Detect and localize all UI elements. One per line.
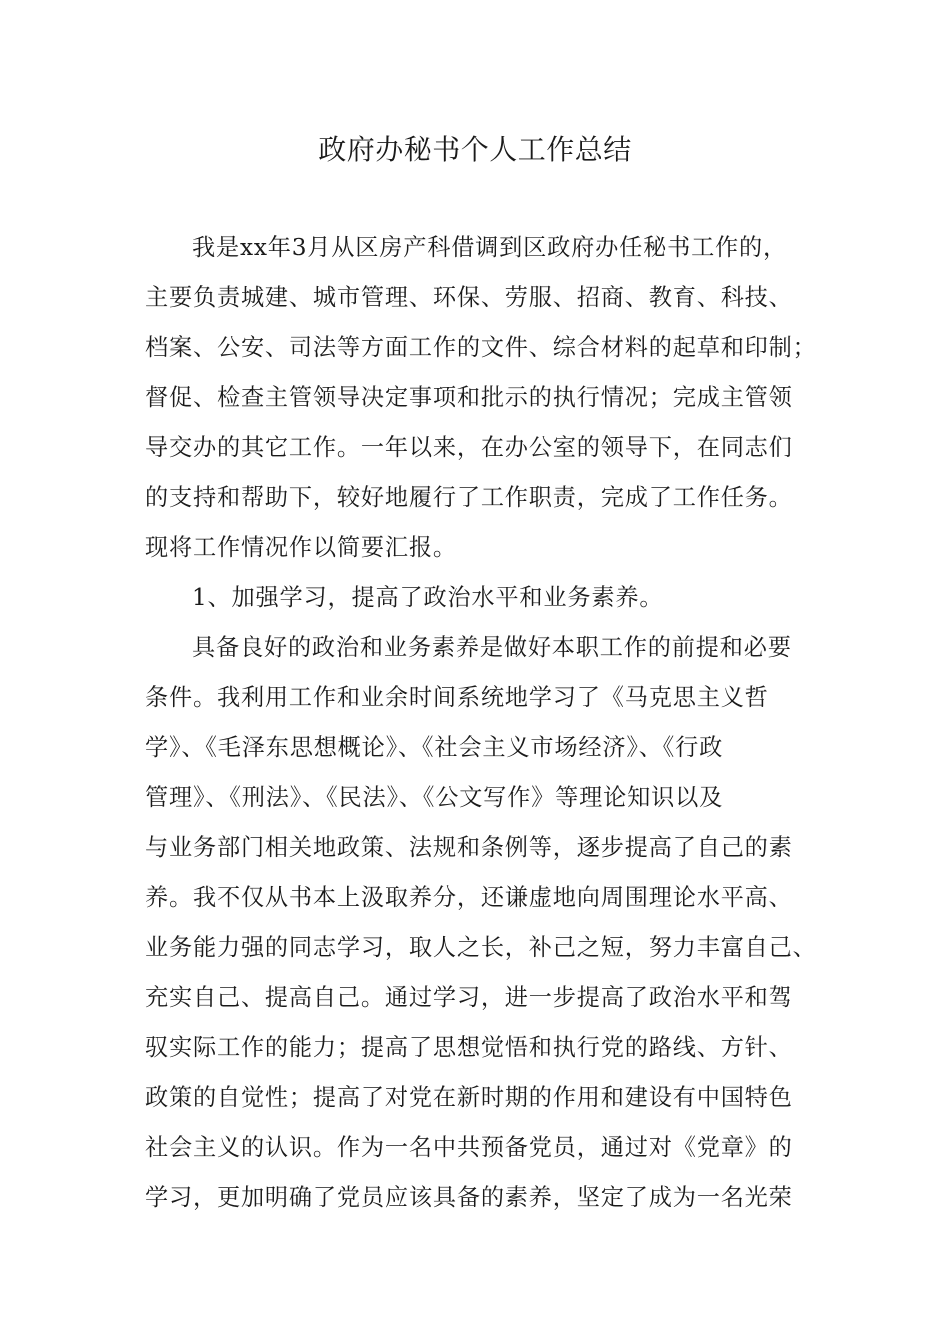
paragraph-line: 业务能力强的同志学习，取人之长，补己之短，努力丰富自己、 [145, 934, 817, 961]
paragraph-line: 养。我不仅从书本上汲取养分，还谦虚地向周围理论水平高、 [145, 884, 793, 911]
paragraph-line: 学》、《毛泽东思想概论》、《社会主义市场经济》、《行政 [145, 734, 724, 761]
paragraph-line: 现将工作情况作以简要汇报。 [145, 534, 457, 561]
paragraph-line: 督促、检查主管领导决定事项和批示的执行情况；完成主管领 [145, 384, 793, 411]
paragraph-line: 社会主义的认识。作为一名中共预备党员，通过对《党章》的 [145, 1134, 793, 1161]
paragraph-line: 我是xx年3月从区房产科借调到区政府办任秘书工作的， [192, 234, 788, 261]
paragraph-line: 充实自己、提高自己。通过学习，进一步提高了政治水平和驾 [145, 984, 793, 1011]
paragraph-line: 档案、公安、司法等方面工作的文件、综合材料的起草和印制； [145, 334, 817, 361]
paragraph-line: 与业务部门相关地政策、法规和条例等，逐步提高了自己的素 [145, 834, 793, 861]
paragraph-line: 管理》、《刑法》、《民法》、《公文写作》等理论知识以及 [145, 784, 724, 811]
paragraph-line: 主要负责城建、城市管理、环保、劳服、招商、教育、科技、 [145, 284, 793, 311]
paragraph-line: 政策的自觉性；提高了对党在新时期的作用和建设有中国特色 [145, 1084, 793, 1111]
paragraph-line: 导交办的其它工作。一年以来，在办公室的领导下，在同志们 [145, 434, 793, 461]
section-heading: 1、加强学习，提高了政治水平和业务素养。 [192, 584, 664, 611]
paragraph-line: 学习，更加明确了党员应该具备的素养，坚定了成为一名光荣 [145, 1184, 793, 1211]
paragraph-line: 条件。我利用工作和业余时间系统地学习了《马克思主义哲 [145, 684, 769, 711]
paragraph-line: 驭实际工作的能力；提高了思想觉悟和执行党的路线、方针、 [145, 1034, 793, 1061]
paragraph-line: 的支持和帮助下，较好地履行了工作职责，完成了工作任务。 [145, 484, 793, 511]
document-title: 政府办秘书个人工作总结 [318, 133, 632, 166]
paragraph-line: 具备良好的政治和业务素养是做好本职工作的前提和必要 [192, 634, 792, 661]
